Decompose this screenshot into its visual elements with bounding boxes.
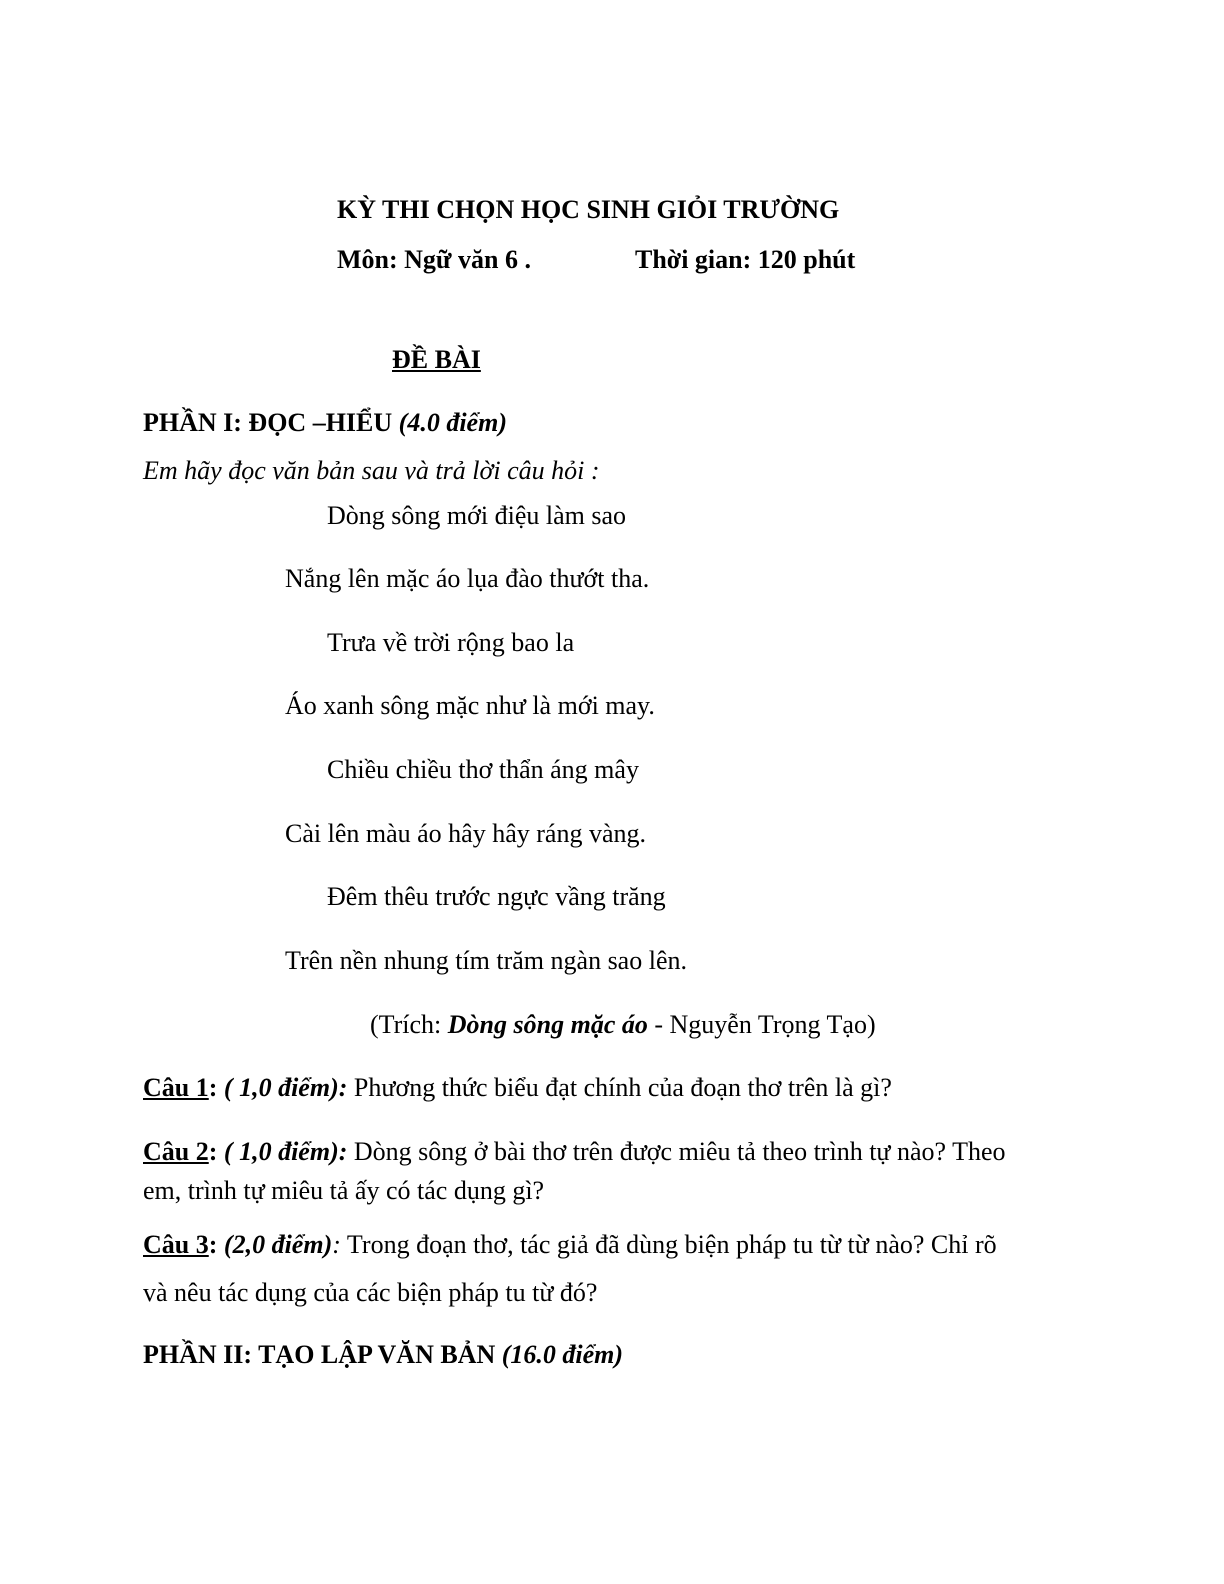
question-points-colon: : bbox=[332, 1230, 341, 1259]
exam-title: KỲ THI CHỌN HỌC SINH GIỎI TRƯỜNG bbox=[337, 195, 840, 224]
source-prefix: (Trích: bbox=[370, 1010, 448, 1039]
poem-line: Dòng sông mới điệu làm sao bbox=[327, 501, 626, 530]
source-work-title: Dòng sông mặc áo bbox=[447, 1010, 648, 1039]
poem-line: Áo xanh sông mặc như là mới may. bbox=[285, 691, 655, 720]
question-colon: : bbox=[208, 1073, 218, 1102]
question-3-continued: và nêu tác dụng của các biện pháp tu từ đó? bbox=[143, 1278, 598, 1307]
poem-source bbox=[370, 1012, 876, 1038]
question-colon: : bbox=[208, 1137, 218, 1166]
question-label: Câu 3 bbox=[143, 1230, 209, 1259]
poem-line: Đêm thêu trước ngực vầng trăng bbox=[327, 882, 666, 911]
question-points: ( 1,0 điểm): bbox=[217, 1137, 348, 1166]
poem-line: Chiều chiều thơ thẩn áng mây bbox=[327, 755, 639, 784]
poem-line: Cài lên màu áo hây hây ráng vàng. bbox=[285, 819, 646, 848]
question-label: Câu 1 bbox=[143, 1073, 209, 1102]
part1-points: (4.0 điểm) bbox=[398, 408, 507, 437]
reading-instruction: Em hãy đọc văn bản sau và trả lời câu hỏi : bbox=[143, 456, 600, 485]
question-text: Trong đoạn thơ, tác giả đã dùng biện pháp tu từ từ nào? Chỉ rõ bbox=[340, 1230, 997, 1259]
part2-label: PHẦN II: TẠO LẬP VĂN BẢN bbox=[143, 1340, 502, 1369]
question-1 bbox=[143, 1075, 892, 1101]
subject-label: Môn: Ngữ văn 6 . bbox=[337, 245, 531, 274]
time-label: Thời gian: 120 phút bbox=[635, 245, 856, 274]
poem-line: Trên nền nhung tím trăm ngàn sao lên. bbox=[285, 946, 687, 975]
question-text: Dòng sông ở bài thơ trên được miêu tả theo trình tự nào? Theo bbox=[347, 1137, 1006, 1166]
part2-heading bbox=[143, 1342, 623, 1368]
part1-heading bbox=[143, 410, 507, 436]
question-2 bbox=[143, 1139, 1006, 1165]
question-text: Phương thức biểu đạt chính của đoạn thơ trên là gì? bbox=[347, 1073, 892, 1102]
poem-line: Nắng lên mặc áo lụa đào thướt tha. bbox=[285, 564, 650, 593]
question-points: (2,0 điểm) bbox=[217, 1230, 333, 1259]
question-2-continued: em, trình tự miêu tả ấy có tác dụng gì? bbox=[143, 1176, 545, 1205]
poem-line: Trưa về trời rộng bao la bbox=[327, 628, 575, 657]
part2-points: (16.0 điểm) bbox=[501, 1340, 624, 1369]
question-colon: : bbox=[208, 1230, 218, 1259]
question-points: ( 1,0 điểm): bbox=[217, 1073, 348, 1102]
source-author: - Nguyễn Trọng Tạo) bbox=[647, 1010, 876, 1039]
question-3 bbox=[143, 1232, 997, 1258]
part1-label: PHẦN I: ĐỌC –HIỂU bbox=[143, 408, 399, 437]
question-label: Câu 2 bbox=[143, 1137, 209, 1166]
section-heading: ĐỀ BÀI bbox=[392, 345, 481, 374]
